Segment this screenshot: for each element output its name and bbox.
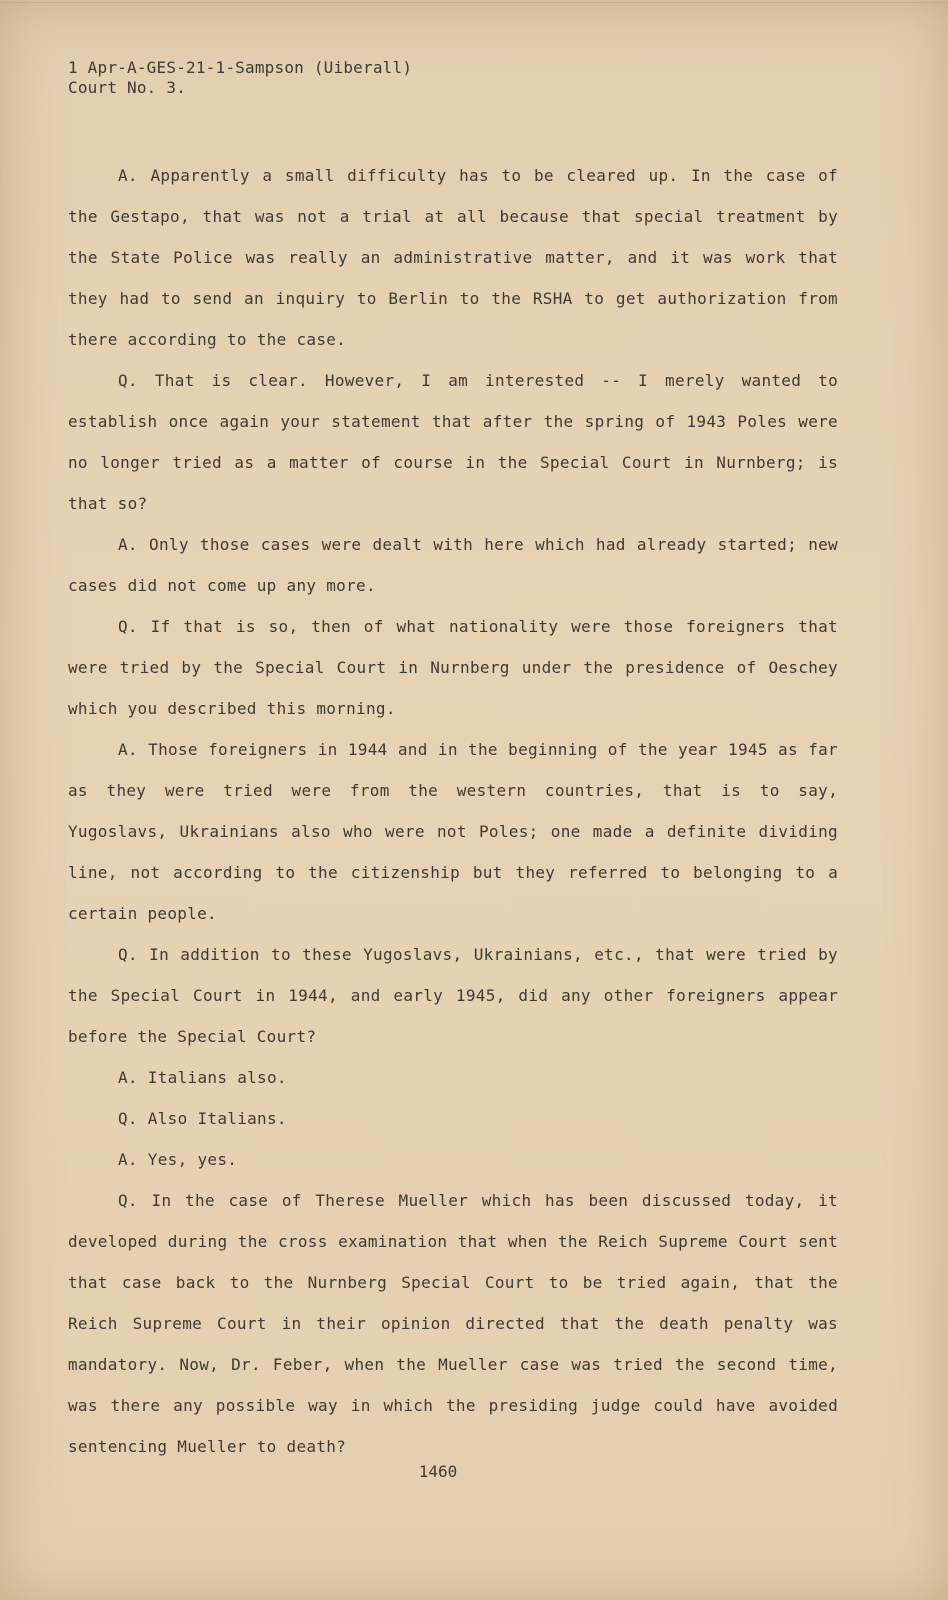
header-line-1: 1 Apr-A-GES-21-1-Sampson (Uiberall) (68, 58, 413, 77)
transcript-paragraph: Q. That is clear. However, I am interested -- I merely wanted to establish once again your statement that after the spring of 1943 Poles were no longer tried as a matter of course in the Special Court in Nurnberg; is that so? (68, 371, 838, 513)
transcript-paragraph: A. Apparently a small difficulty has to be cleared up. In the case of the Gestapo, that was not a trial at all because that special treatment by the State Police was really an administrative matter, and it was work that they had to send an inquiry to Berlin to the RSHA to get authorization from there according to the case. (68, 166, 838, 349)
page-number: 1460 (418, 1462, 458, 1481)
transcript-paragraph: Q. In the case of Therese Mueller which has been discussed today, it developed during the cross examination that when the Reich Supreme Court sent that case back to the Nurnberg Special Court to be tried again, that the Reich Supreme Court in their opinion directed that the death penalty was mandatory. Now, Dr. Feber, when the Mueller case was tried the second time, was there any possible way in which the presiding judge could have avoided sentencing Mueller to death? (68, 1191, 838, 1456)
transcript-body (68, 155, 838, 1467)
header-line-2: Court No. 3. (68, 78, 186, 97)
transcript-paragraph: A. Those foreigners in 1944 and in the beginning of the year 1945 as far as they were tried were from the western countries, that is to say, Yugoslavs, Ukrainians also who were not Poles; one made a definite dividing line, not according to the citizenship but they referred to belonging to a certain people. (68, 740, 838, 923)
transcript-paragraph: A. Italians also. (118, 1068, 287, 1087)
transcript-paragraph: A. Yes, yes. (118, 1150, 238, 1169)
transcript-paragraph: A. Only those cases were dealt with here which had already started; new cases did not come up any more. (68, 535, 838, 595)
transcript-paragraph: Q. Also Italians. (118, 1109, 287, 1128)
transcript-paragraph: Q. In addition to these Yugoslavs, Ukrainians, etc., that were tried by the Special Court in 1944, and early 1945, did any other foreigners appear before the Special Court? (68, 945, 838, 1046)
document-header (68, 58, 412, 98)
page-edge (0, 2, 948, 3)
transcript-paragraph: Q. If that is so, then of what nationality were those foreigners that were tried by the Special Court in Nurnberg under the presidence of Oeschey which you described this morning. (68, 617, 838, 718)
